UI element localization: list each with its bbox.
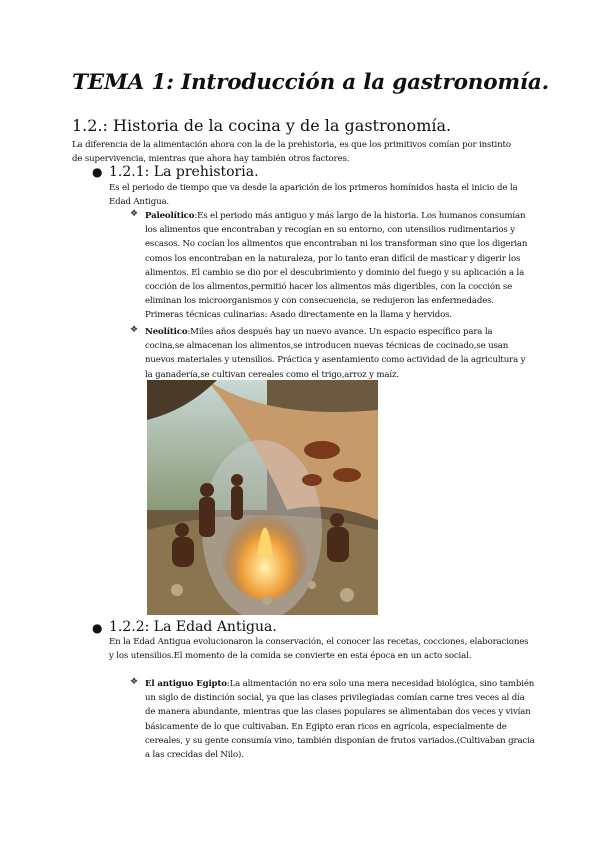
antigua-paragraph: En la Edad Antigua evolucionaron la conservación, el conocer las recetas, cocciones, elaboraciones y los utensilios.El momento de la comida se convierte en esta época en un acto social. (109, 637, 529, 662)
prehistoria-paragraph: Es el periodo de tiempo que va desde la aparición de los primeros homínidos hasta el inicio de la Edad Antigua. (109, 183, 518, 208)
item-label: Neolítico (145, 327, 188, 337)
bullet-icon: ● (92, 621, 103, 635)
document-title: TEMA 1: Introducción a la gastronomía. (72, 70, 549, 95)
prehistoria-heading: 1.2.1: La prehistoria. (109, 164, 259, 180)
section-heading: 1.2.: Historia de la cocina y de la gastronomía. (72, 116, 452, 135)
bullet-icon: ● (92, 165, 103, 179)
item-text: :Miles años después hay un nuevo avance. Un espacio específico para la cocina,se almacenan los alimentos,se introducen nuevas técnicas de cocinado,se usan nuevos materiales y utensilios. Práctica y asentamiento como actividad de la agricultura y la ganadería,se cultivan cereales como el trigo,arroz y maíz. (145, 327, 526, 380)
diamond-bullet-icon: ❖ (130, 325, 139, 335)
item-text: :La alimentación no era solo una mera necesidad biológica, sino también un siglo de distinción social, ya que las clases privilegiadas comían carne tres veces al día de manera abundante, mientras que las clases populares se alimentaban dos veces y vivían básicamente de lo que cultivaban. En Egipto eran ricos en agrícola, especialmente de cereales, y su gente consumía vino, también disponían de frutos variados.(Cultivaban gracia a las crecidas del Nilo). (145, 679, 535, 761)
intro-paragraph: La diferencia de la alimentación ahora con la de la prehistoria, es que los primitivos comían por instinto de supervivencia, mientras que ahora hay también otros factores. (72, 140, 511, 165)
item-label: Paleolítico (145, 211, 195, 221)
prehistoric-cave-illustration (147, 380, 378, 615)
neolitico-item (145, 325, 530, 382)
diamond-bullet-icon: ❖ (130, 677, 139, 687)
egipto-item (145, 677, 535, 762)
diamond-bullet-icon: ❖ (130, 209, 139, 219)
paleolitico-item (145, 209, 530, 323)
item-text: :Es el periodo más antiguo y más largo de la historia. Los humanos consumían los alimentos que encontraban y recogían en su entorno, con utensilios rudimentarios y escasos. No cocían los alimentos que encontraban ni los transforman sino que los digerian comos los encontraban en la naturaleza, por lo tanto eran difícil de masticar y digerir los alimentos. El cambio se dio por el descubrimiento y dominio del fuego y su aplicación a la cocción de los alimentos,permitió hacer los alimentos más digeribles, con la cocción se eliminan los microorganismos y con consecuencia, se redujeron las enfermedades. Primeras técnicas culinarias: Asado directamente en la llama y hervidos. (145, 211, 528, 321)
antigua-heading: 1.2.2: La Edad Antigua. (109, 619, 277, 635)
item-label: El antiguo Egipto (145, 679, 227, 689)
